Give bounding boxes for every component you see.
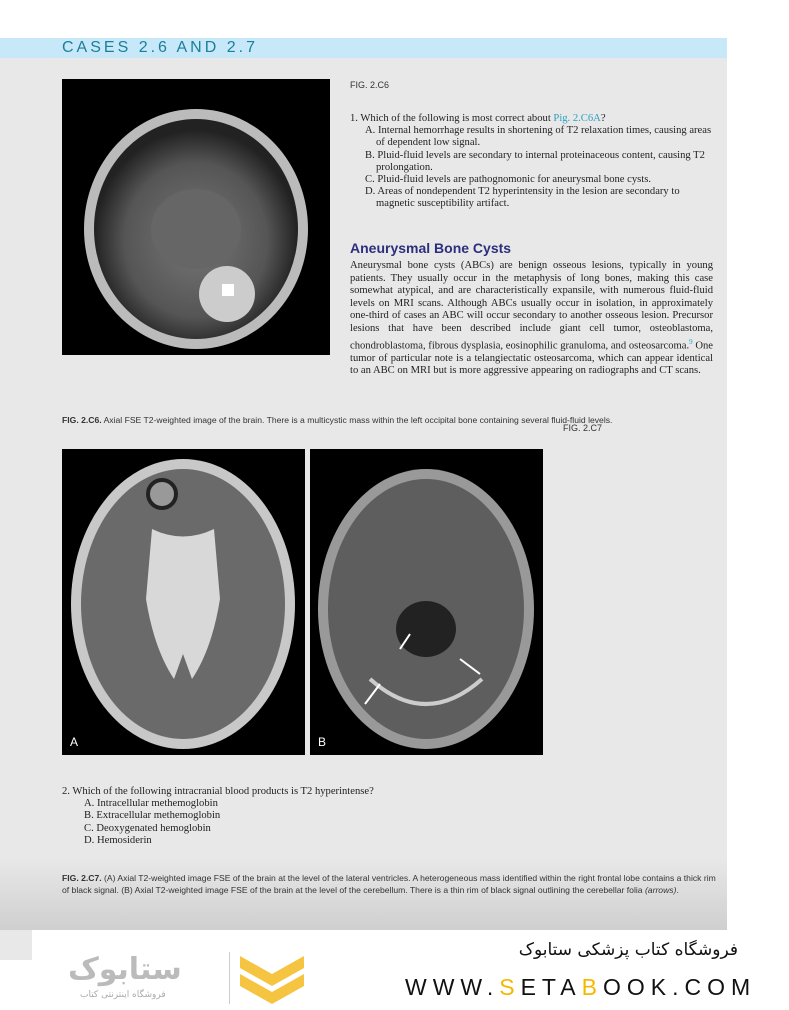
caption-text: Axial FSE T2-weighted image of the brain. There is a multicystic mass within the left occipital bone containing several fluid-fluid levels. [103,415,613,425]
section-body [350,260,713,378]
option-text: Deoxygenated hemoglobin [96,822,211,834]
option-letter: A. [365,125,376,137]
option-letter: C. [84,822,94,834]
store-name: فروشگاه کتاب پزشکی ستابوک [518,940,738,960]
reference-link[interactable]: 9 [689,337,693,346]
section-abc [350,240,713,378]
question-number: 1. [350,113,358,124]
question-text: Which of the following is most correct about [360,113,554,124]
mri-image-fig-c7a [62,449,305,755]
case-title: CASES 2.6 AND 2.7 [62,39,258,56]
option-text: Extracellular methemoglobin [96,810,221,822]
setabook-watermark-footer [0,930,789,1010]
option-letter: D. [365,186,376,198]
mri-image-fig-c7b [310,449,543,755]
option-text: Intracellular methemoglobin [96,798,218,810]
option-letter: D. [84,834,95,846]
url-part: WWW. [405,974,500,1000]
store-url[interactable] [405,974,756,1001]
question-1 [350,113,712,211]
fig-c7-label: FIG. 2.C7 [563,423,603,433]
question-number: 2. [62,786,70,797]
question-text: Which of the following intracranial blood products is T2 hyperintense? [72,786,374,797]
caption-label: FIG. 2.C7. [62,873,102,883]
caption-label: FIG. 2.C6. [62,415,102,425]
logo-divider [229,952,230,1004]
url-part: OOK.COM [602,974,757,1000]
question-2 [62,786,562,847]
figure-link[interactable]: Pig. 2.C6A [553,113,601,124]
option-text: Hemosiderin [96,834,152,846]
option-letter: B. [84,810,94,822]
body-text-2: One tumor of particular note is a telangiectatic osteosarcoma, which can appear identical to an ABC on MRI but is more aggressive appearing on radiographs and CT scans. [350,340,713,377]
option-letter: B. [365,149,375,161]
body-text: Aneurysmal bone cysts (ABCs) are benign osseous lesions, typically in young patients. They usually occur in the metaphysis of long bones, making this case somewhat atypical, and are characteristically expansile, with numerous fluid-fluid levels on MRI scans. Although ABCs usually occur in isolation, in approximately one-third of cases an ABC will occur secondary to another osseous lesion. Precursor lesions that have been described include giant cell tumor, osteoblastoma, chondroblastoma, fibrous dysplasia, eosinophilic granuloma, and osteosarcoma. [350,260,713,352]
url-part: ETA [520,974,582,1000]
fig-c6-label: FIG. 2.C6 [350,80,390,90]
option-text: Pluid-fluid levels are pathognomonic for aneurysmal bone cysts. [377,174,651,186]
setabook-logo-subtitle: فروشگاه اینترنتی کتاب [80,990,166,1000]
caption-end: . [676,884,679,895]
option-letter: A. [84,798,95,810]
panel-a-label: A [70,735,79,749]
question-end: ? [600,113,606,124]
option-text: Internal hemorrhage results in shortening of T2 relaxation times, causing areas of dependent low signal. [376,125,712,149]
option-text: Pluid-fluid levels are secondary to internal proteinaceous content, causing T2 prolongation. [376,149,705,173]
book-page [0,38,727,930]
url-accent: B [581,974,603,1000]
url-accent: S [499,974,521,1000]
section-heading: Aneurysmal Bone Cysts [350,240,512,256]
mri-image-fig-c6 [62,79,330,355]
caption-italic: (arrows) [644,884,677,895]
fig-c6-caption [62,415,717,427]
caption-text: (A) Axial T2-weighted image FSE of the brain at the level of the lateral ventricles. A heterogeneous mass identified within the right frontal lobe contains a thick rim of black signal. (B) Axial T2-weighted image FSE of the brain at the level of the cerebellum. There is a thin rim of black signal outlining the cerebellar folia [62,873,716,895]
panel-b-label: B [318,735,327,749]
fig-c7-caption [62,873,717,896]
setabook-chevron-logo-icon [238,952,306,1004]
case-header-band [0,38,727,58]
option-letter: C. [365,174,375,186]
option-text: Areas of nondependent T2 hyperintensity in the lesion are secondary to magnetic susceptibility artifact. [376,186,680,210]
setabook-logo-text: ستابوک [68,952,182,987]
